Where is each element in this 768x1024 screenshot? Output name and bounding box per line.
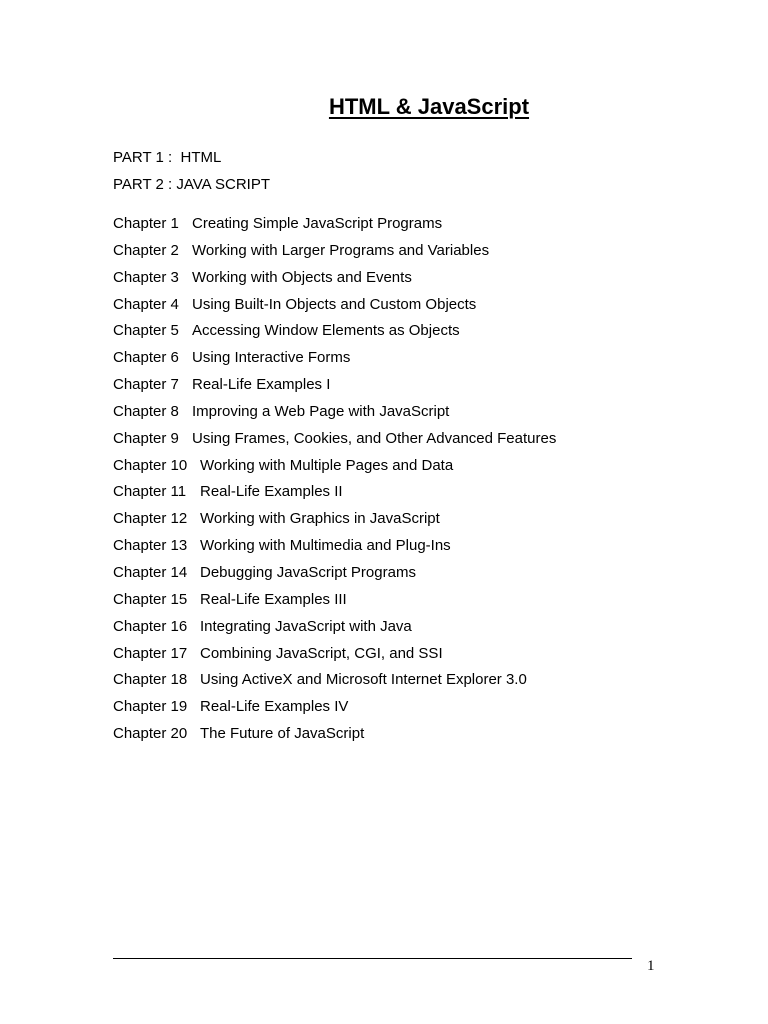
chapter-title: Working with Multiple Pages and Data xyxy=(200,456,454,474)
chapter-title: Using Frames, Cookies, and Other Advanced Features xyxy=(192,429,557,447)
chapter-title: The Future of JavaScript xyxy=(200,725,365,743)
chapter-title: Working with Larger Programs and Variables xyxy=(192,241,490,259)
chapter-title: Using Built-In Objects and Custom Objects xyxy=(192,295,477,313)
chapter-label: Chapter 17 xyxy=(113,644,188,662)
chapter-item xyxy=(113,453,556,480)
page-title: HTML & JavaScript xyxy=(328,94,530,119)
chapter-item xyxy=(113,292,556,319)
chapter-item xyxy=(113,721,556,748)
chapter-label: Chapter 3 xyxy=(113,268,179,286)
chapter-title: Creating Simple JavaScript Programs xyxy=(192,215,443,232)
chapter-title: Real-Life Examples IV xyxy=(200,698,349,716)
chapter-item xyxy=(113,318,556,345)
chapter-title: Real-Life Examples I xyxy=(192,376,331,394)
chapter-title: Using ActiveX and Microsoft Internet Explorer 3.0 xyxy=(200,671,527,689)
chapter-item xyxy=(113,265,556,292)
chapter-item xyxy=(113,479,556,506)
chapter-title: Real-Life Examples II xyxy=(200,483,343,501)
chapter-label: Chapter 15 xyxy=(113,590,188,608)
footer-divider xyxy=(113,958,632,959)
chapter-item xyxy=(113,614,556,641)
chapter-title: Accessing Window Elements as Objects xyxy=(192,322,460,340)
part-2: PART 2 : JAVA SCRIPT xyxy=(113,176,270,193)
chapter-item xyxy=(113,560,556,587)
chapter-title: Real-Life Examples III xyxy=(200,590,347,608)
chapter-item xyxy=(113,399,556,426)
chapter-label: Chapter 4 xyxy=(113,295,179,313)
chapter-label: Chapter 11 xyxy=(113,483,187,501)
chapter-title: Working with Objects and Events xyxy=(192,268,412,286)
part-1: PART 1 : HTML xyxy=(113,149,222,166)
chapter-list xyxy=(113,211,556,748)
chapter-label: Chapter 2 xyxy=(113,241,179,259)
chapter-title: Working with Multimedia and Plug-Ins xyxy=(200,537,451,555)
chapter-label: Chapter 7 xyxy=(113,376,179,394)
chapter-item xyxy=(113,211,556,238)
chapter-item xyxy=(113,641,556,668)
chapter-label: Chapter 10 xyxy=(113,456,188,474)
chapter-label: Chapter 20 xyxy=(113,725,188,743)
chapter-title: Improving a Web Page with JavaScript xyxy=(192,402,450,420)
chapter-title: Integrating JavaScript with Java xyxy=(200,617,412,635)
chapter-label: Chapter 1 xyxy=(113,215,179,232)
chapter-title: Debugging JavaScript Programs xyxy=(200,563,416,581)
chapter-label: Chapter 16 xyxy=(113,617,188,635)
chapter-item xyxy=(113,694,556,721)
chapter-label: Chapter 12 xyxy=(113,510,188,528)
chapter-item xyxy=(113,667,556,694)
chapter-item xyxy=(113,506,556,533)
chapter-label: Chapter 6 xyxy=(113,349,179,367)
chapter-label: Chapter 13 xyxy=(113,537,188,555)
chapter-label: Chapter 5 xyxy=(113,322,179,340)
chapter-label: Chapter 14 xyxy=(113,563,188,581)
chapter-label: Chapter 19 xyxy=(113,698,188,716)
page-number: 1 xyxy=(647,958,655,974)
chapter-item xyxy=(113,372,556,399)
chapter-item xyxy=(113,345,556,372)
chapter-title: Working with Graphics in JavaScript xyxy=(200,510,440,528)
chapter-label: Chapter 8 xyxy=(113,402,179,420)
chapter-title: Using Interactive Forms xyxy=(192,349,351,367)
chapter-item xyxy=(113,587,556,614)
chapter-item xyxy=(113,533,556,560)
parts-list xyxy=(113,144,270,198)
chapter-label: Chapter 18 xyxy=(113,671,188,689)
chapter-item xyxy=(113,238,556,265)
chapter-label: Chapter 9 xyxy=(113,429,179,447)
chapter-title: Combining JavaScript, CGI, and SSI xyxy=(200,644,443,662)
chapter-item xyxy=(113,426,556,453)
